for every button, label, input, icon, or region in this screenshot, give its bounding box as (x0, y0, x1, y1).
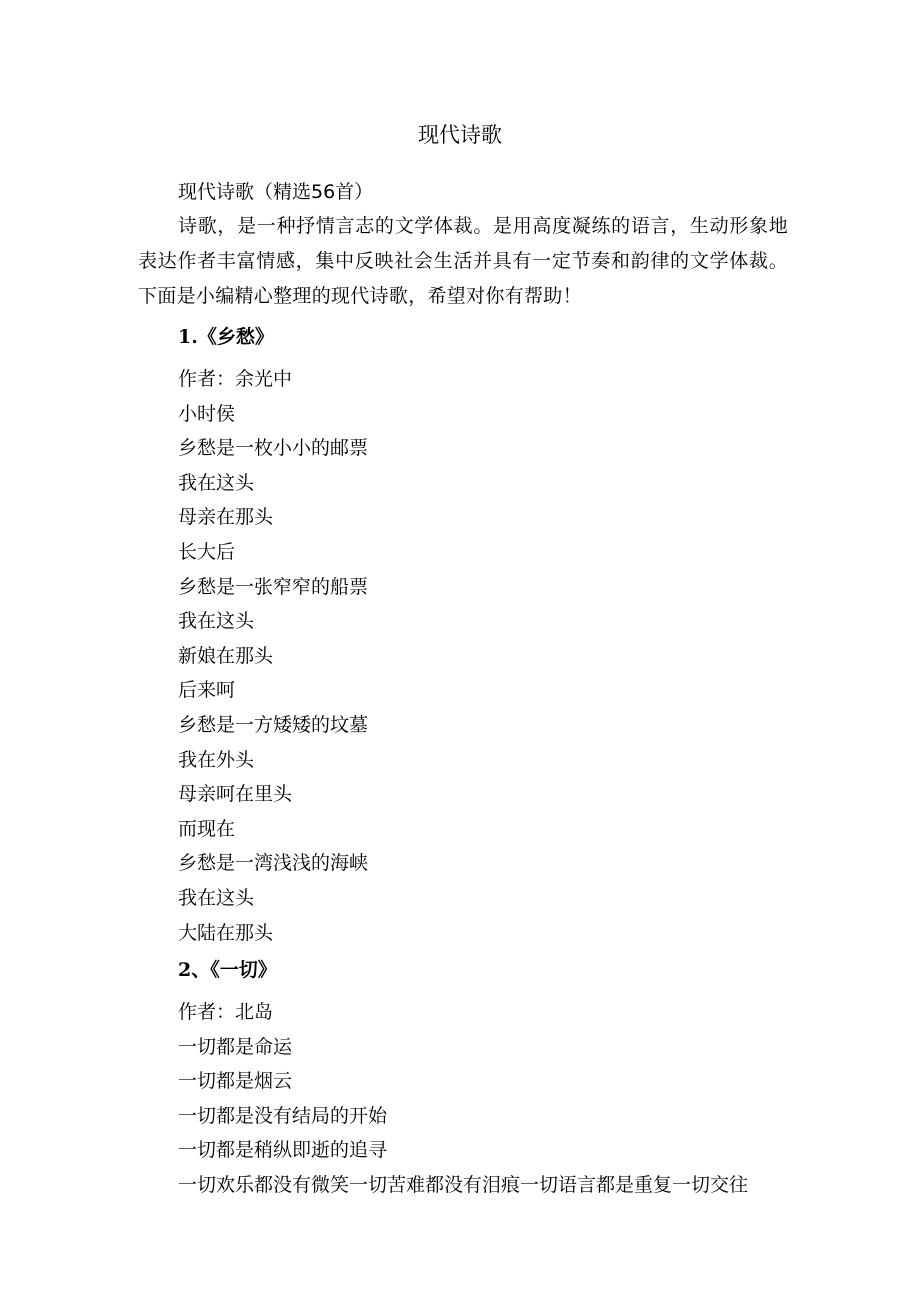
poem-heading: 1.《乡愁》 (178, 326, 274, 348)
poem-line: 长大后 (178, 540, 236, 563)
poem-heading: 2、《一切》 (178, 959, 277, 981)
poem-lines (178, 995, 748, 1203)
document-subtitle: 现代诗歌（精选56首） (178, 181, 374, 203)
poem-line: 小时侯 (178, 402, 236, 425)
poem-line: 我在这头 (178, 471, 255, 494)
poem-line: 母亲呵在里头 (178, 783, 293, 806)
document-title: 现代诗歌 (418, 123, 502, 147)
poem-author: 作者：北岛 (178, 1001, 274, 1023)
poem-line: 一切都是没有结局的开始 (178, 1104, 388, 1127)
poem-lines (178, 362, 368, 950)
poem-line: 我在这头 (178, 610, 255, 633)
poem-line: 一切都是稍纵即逝的追寻 (178, 1139, 388, 1162)
poem-line: 新娘在那头 (178, 644, 274, 667)
poem-line: 我在这头 (178, 886, 255, 909)
poem-line: 而现在 (178, 817, 236, 840)
poem-line: 我在外头 (178, 748, 255, 771)
poem-author: 作者：余光中 (178, 368, 293, 390)
poem-line: 乡愁是一湾浅浅的海峡 (178, 852, 369, 875)
poem-line: 乡愁是一枚小小的邮票 (178, 437, 369, 460)
poem-line: 后来呵 (178, 679, 236, 702)
poem-line: 母亲在那头 (178, 506, 274, 529)
poem-line: 一切欢乐都没有微笑一切苦难都没有泪痕一切语言都是重复一切交往 (178, 1173, 749, 1196)
intro-paragraph: 诗歌，是一种抒情言志的文学体裁。是用高度凝练的语言，生动形象地表达作者丰富情感，集中反映社会生活并具有一定节奏和韵律的文学体裁。下面是小编精心整理的现代诗歌，希望对你有帮助！ (138, 215, 788, 307)
poem-line: 乡愁是一张窄窄的船票 (178, 575, 369, 598)
poem-line: 一切都是命运 (178, 1035, 293, 1058)
poem-line: 一切都是烟云 (178, 1070, 293, 1093)
poem-line: 大陆在那头 (178, 921, 274, 944)
poem-line: 乡愁是一方矮矮的坟墓 (178, 713, 369, 736)
